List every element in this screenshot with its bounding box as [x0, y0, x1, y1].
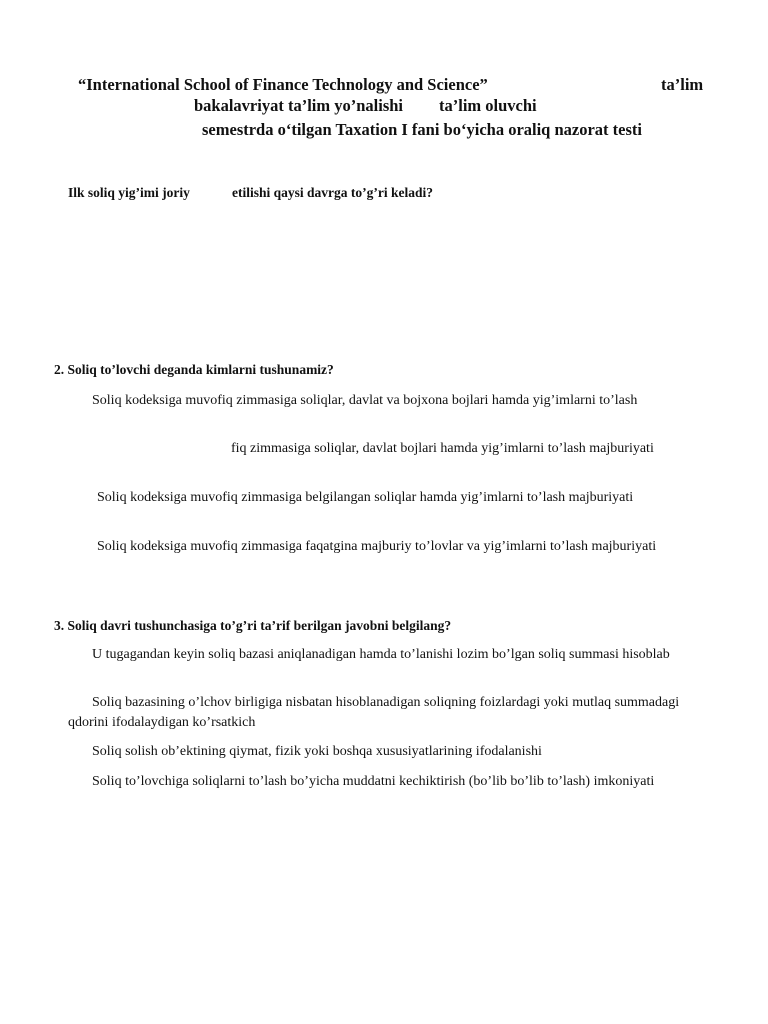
- question-3-answer-b-line1[interactable]: Soliq bazasining o’lchov birligiga nisbatan hisoblanadigan soliqning foizlardagi yoki mutlaq summadagi: [92, 695, 680, 710]
- question-3-answer-a[interactable]: U tugagandan keyin soliq bazasi aniqlanadigan hamda to’lanishi lozim bo’lgan soliq summasi hisoblab: [92, 647, 670, 662]
- question-3-answer-c[interactable]: Soliq solish ob’ektining qiymat, fizik yoki boshqa xususiyatlarining ifodalanishi: [92, 744, 542, 759]
- question-2-answer-a[interactable]: Soliq kodeksiga muvofiq zimmasiga soliqlar, davlat va bojxona bojlari hamda yig’imlarni to’lash: [92, 393, 638, 408]
- header-school-name: “International School of Finance Technology and Science”: [78, 75, 488, 94]
- question-2-answer-b[interactable]: fiq zimmasiga soliqlar, davlat bojlari hamda yig’imlarni to’lash majburiyati: [231, 441, 654, 456]
- question-2-answer-c[interactable]: Soliq kodeksiga muvofiq zimmasiga belgilangan soliqlar hamda yig’imlarni to’lash majburiyati: [97, 490, 634, 505]
- question-3-answer-b-line2: qdorini ifodalaydigan ko’rsatkich: [68, 715, 256, 730]
- header-talim-word: ta’lim: [661, 75, 704, 94]
- question-2-answer-d[interactable]: Soliq kodeksiga muvofiq zimmasiga faqatgina majburiy to’lovlar va yig’imlarni to’lash majburiyati: [97, 539, 657, 554]
- question-1-text-a: Ilk soliq yig’imi joriy: [68, 185, 190, 200]
- header-student: ta’lim oluvchi: [439, 96, 537, 115]
- question-3-answer-d[interactable]: Soliq to’lovchiga soliqlarni to’lash bo’yicha muddatni kechiktirish (bo’lib bo’lib to’lash) imkoniyati: [92, 774, 655, 789]
- header-test-title: semestrda o‘tilgan Taxation I fani bo‘yicha oraliq nazorat testi: [202, 120, 642, 139]
- question-1-text-b: etilishi qaysi davrga to’g’ri keladi?: [232, 185, 434, 200]
- question-2-text: 2. Soliq to’lovchi deganda kimlarni tushunamiz?: [54, 362, 334, 377]
- header-direction: bakalavriyat ta’lim yo’nalishi: [194, 96, 404, 115]
- question-3-text: 3. Soliq davri tushunchasiga to’g’ri ta’rif berilgan javobni belgilang?: [54, 618, 452, 633]
